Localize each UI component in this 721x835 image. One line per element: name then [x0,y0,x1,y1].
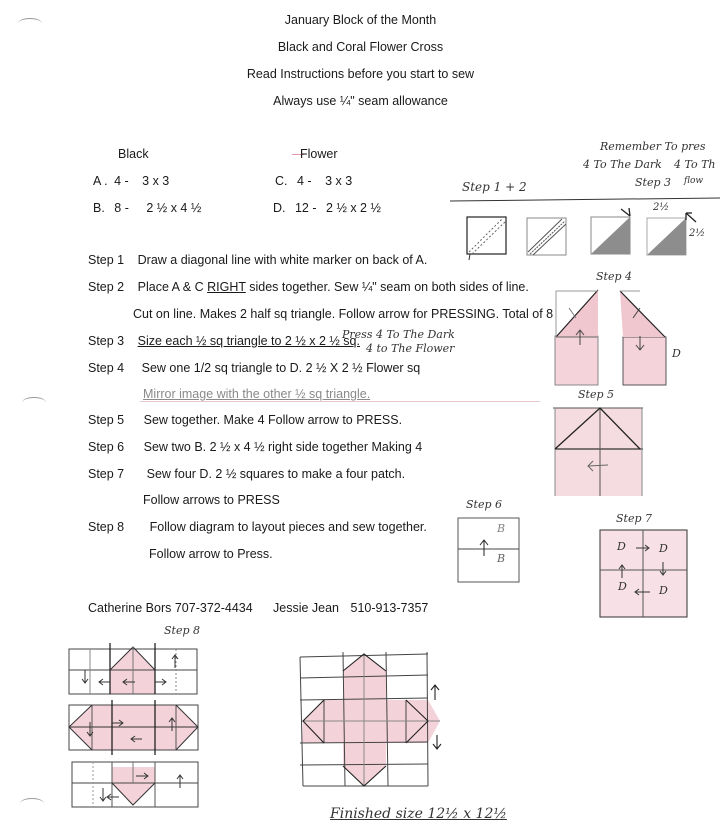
page-title: January Block of the Month [284,13,437,27]
step-7-continuation: Follow arrows to PRESS [143,493,280,507]
block-name: Black and Coral Flower Cross [277,40,444,54]
step-5: Step 5 Sew together. Make 4 Follow arrow to PRESS. [88,413,403,427]
step-3: Step 3 Size each ½ sq triangle to 2 ½ x 2 ½ sq. [88,334,360,348]
contact-catherine: Catherine Bors 707-372-4434 [88,601,253,615]
step-4-continuation: Mirror image with the other ½ sq triangle. [143,387,371,401]
step-7: Step 7 Sew four D. 2 ½ squares to make a four patch. [88,467,406,481]
step-6: Step 6 Sew two B. 2 ½ x 4 ½ right side together Making 4 [88,440,423,454]
step-3-handnote-1: Press 4 To The Dark [342,328,455,341]
step-4: Step 4 Sew one 1/2 sq triangle to D. 2 ½ X 2 ½ Flower sq [88,361,421,375]
black-heading: Black [118,147,149,161]
cut-item-a: A . 4 - 3 x 3 [93,174,170,188]
step-1: Step 1 Draw a diagonal line with white marker on back of A. [88,253,428,267]
flower-heading: Flower [292,147,338,161]
cut-item-d: D. 12 - 2 ½ x 2 ½ [273,201,381,215]
step-3-handnote-2: 4 to The Flower [366,342,455,355]
contact-jessie: Jessie Jean 510-913-7357 [273,601,429,615]
finished-size-label: Finished size 12½ x 12½ [330,806,507,822]
seam-note: Always use ¼" seam allowance [273,94,448,108]
dimension-side-label: 2½ [689,228,706,239]
instruction-note: Read Instructions before you start to sew [246,67,475,81]
cut-item-c: C. 4 - 3 x 3 [275,174,353,188]
cut-item-b: B. 8 - 2 ½ x 4 ½ [93,201,202,215]
step-2: Step 2 Place A & C RIGHT sides together. Sew ¼" seam on both sides of line. [88,280,529,294]
step-2-continuation: Cut on line. Makes 2 half sq triangle. Follow arrow for PRESSING. Total of 8 [133,307,554,321]
step-8: Step 8 Follow diagram to layout pieces and sew together. [88,520,427,534]
step-8-continuation: Follow arrow to Press. [149,547,273,561]
dimension-top-label: 2½ [653,202,670,213]
